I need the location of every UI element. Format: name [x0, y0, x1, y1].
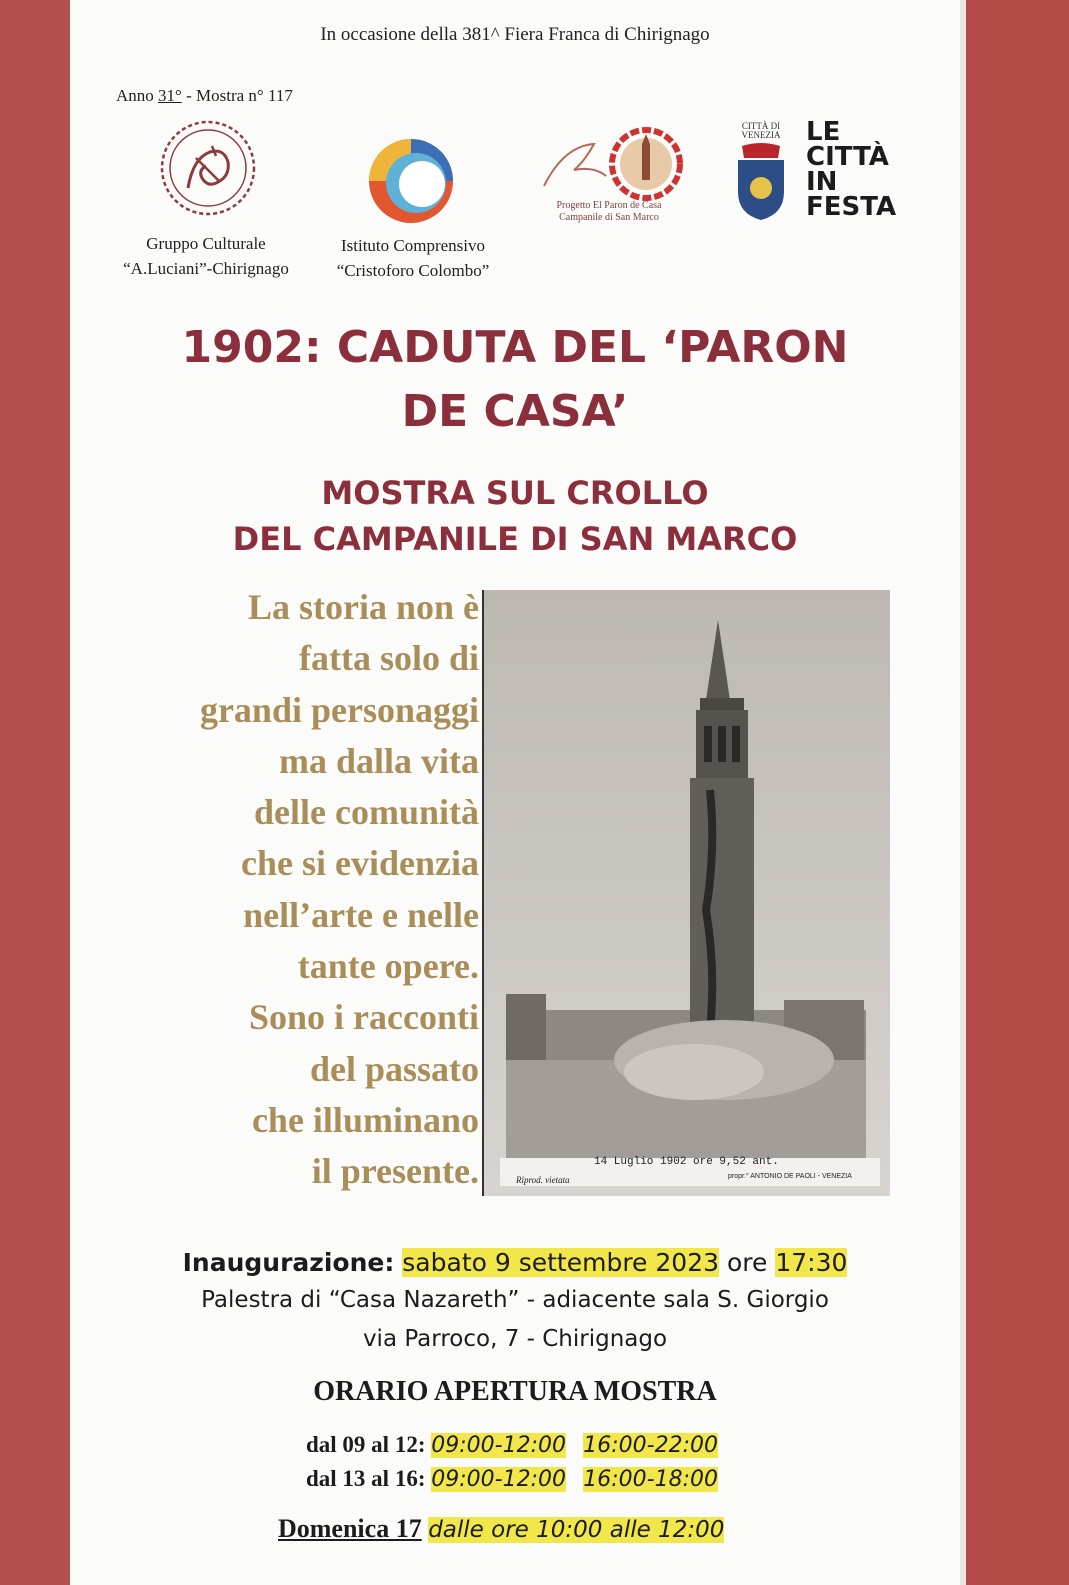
main-title-line1: 1902: CADUTA DEL ‘PARON	[181, 322, 849, 373]
quote-line: che illuminano	[251, 1099, 479, 1140]
inauguration-time: 17:30	[775, 1248, 848, 1277]
gruppo-culturale-seal-logo	[158, 118, 258, 218]
quote-line: grandi personaggi	[199, 689, 479, 730]
inauguration-line: Inaugurazione: sabato 9 settembre 2023 ore 17:30	[182, 1248, 848, 1277]
hours-row: dal 13 al 16: 09:00-12:00 16:00-18:00	[306, 1466, 718, 1492]
venue-address-line1: Palestra di “Casa Nazareth” - adiacente sala S. Giorgio	[201, 1287, 829, 1313]
organizer-istituto-comprensivo: Istituto Comprensivo “Cristoforo Colombo”	[336, 236, 490, 280]
photo-caption: 14 Luglio 1902 ore 9,52 ant.	[594, 1156, 779, 1168]
le-citta-in-festa-logo: LE CITTÀ IN FESTA	[806, 117, 897, 222]
organizer-gruppo-culturale: Gruppo Culturale “A.Luciani”-Chirignago	[123, 234, 289, 278]
quote-line: il presente.	[311, 1151, 479, 1192]
quote-line: Sono i racconti	[249, 997, 479, 1038]
hours-row: dal 09 al 12: 09:00-12:00 16:00-22:00	[306, 1432, 718, 1458]
quote-line: La storia non è	[247, 587, 479, 627]
right-red-band	[960, 0, 1069, 1585]
photo-note-right: propr.° ANTONIO DE PAOLI - VENEZIA	[728, 1173, 852, 1180]
quote-line: nell’arte e nelle	[243, 894, 479, 935]
quote-line: che si evidenzia	[241, 843, 479, 884]
inauguration-date: sabato 9 settembre 2023	[402, 1248, 720, 1277]
subtitle-line1: MOSTRA SUL CROLLO	[321, 474, 709, 512]
photo-note-left: Riprod. vietata	[516, 1175, 570, 1185]
sunday-hours: Domenica 17 dalle ore 10:00 alle 12:00	[278, 1514, 725, 1543]
subtitle-line2: DEL CAMPANILE DI SAN MARCO	[232, 520, 798, 558]
inauguration-label: Inaugurazione:	[182, 1248, 395, 1277]
main-title-line2: DE CASA’	[401, 386, 629, 437]
citta-di-venezia-label: CITTÀ DI VENEZIA	[741, 121, 781, 140]
opening-hours-title: ORARIO APERTURA MOSTRA	[313, 1376, 717, 1407]
progetto-paron-de-casa-logo	[534, 126, 684, 202]
venezia-crest-icon	[734, 142, 788, 222]
quote-line: delle comunità	[254, 792, 479, 833]
venue-address-line2: via Parroco, 7 - Chirignago	[362, 1326, 668, 1352]
quote-block	[59, 582, 479, 1198]
quote-line: ma dalla vita	[278, 740, 479, 781]
quote-line: tante opere.	[297, 946, 479, 987]
quote-line: del passato	[309, 1048, 479, 1089]
edition-line: Anno 31° - Mostra n° 117	[116, 86, 293, 105]
quote-line: fatta solo di	[299, 638, 479, 679]
istituto-comprensivo-logo	[366, 136, 456, 226]
occasion-line: In occasione della 381^ Fiera Franca di Chirignago	[320, 24, 710, 45]
progetto-paron-de-casa-caption: Progetto El Paron de Casa Campanile di San Marco	[556, 200, 662, 223]
campanile-collapse-photo	[482, 590, 890, 1196]
